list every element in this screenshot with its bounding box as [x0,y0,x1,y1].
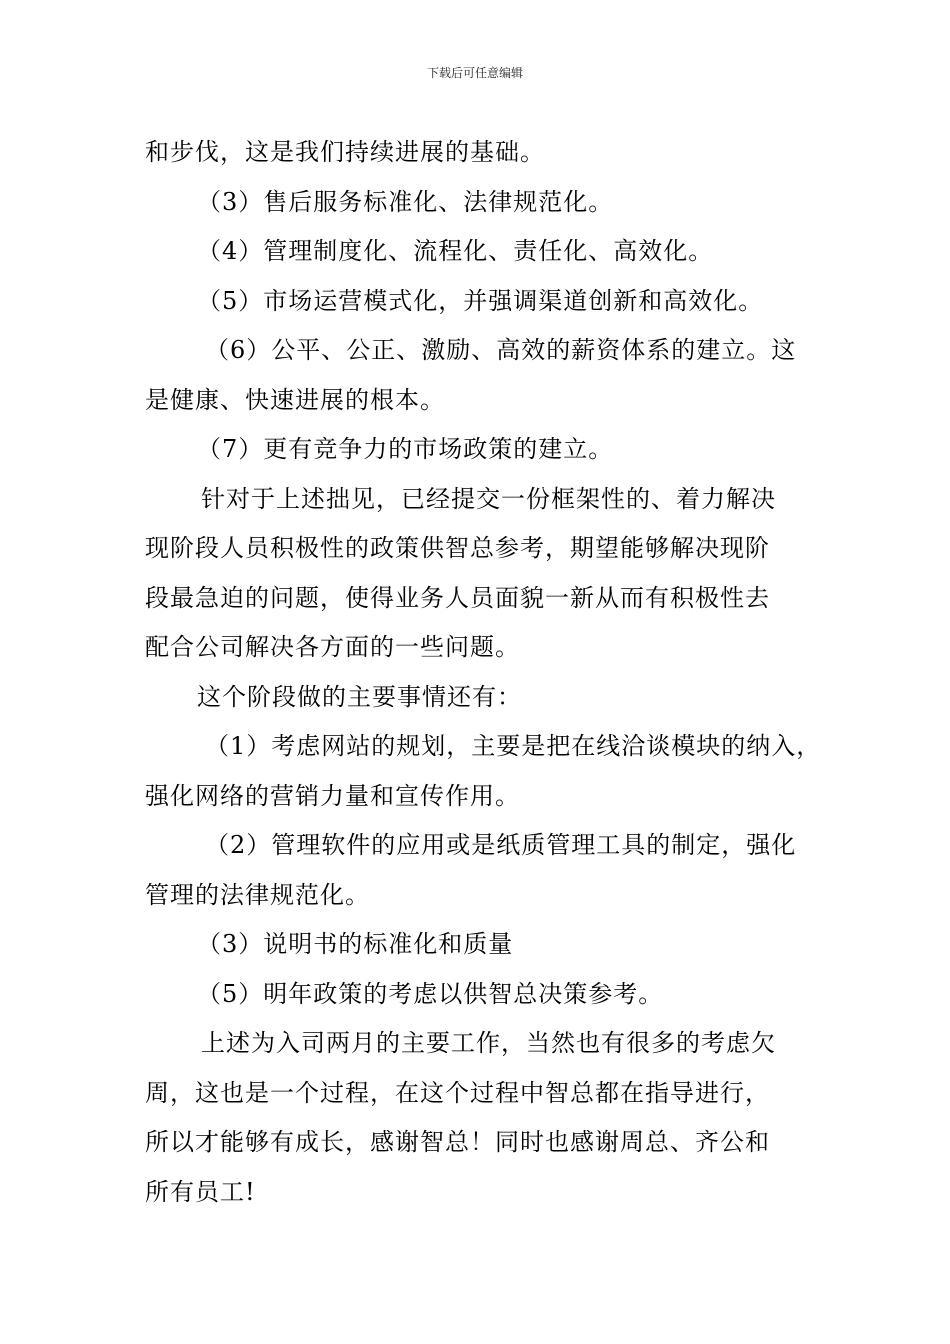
text-line: （2）管理软件的应用或是纸质管理工具的制定，强化 [205,831,797,859]
text-line: 周，这也是一个过程，在这个过程中智总都在指导进行， [145,1078,770,1107]
text-line: 配合公司解决各方面的一些问题。 [145,633,520,661]
page-header: 下载后可任意编辑 [426,66,523,80]
text-line: 这个阶段做的主要事情还有： [197,682,522,711]
text-line: 段最急迫的问题，使得业务人员面貌一新从而有积极性去 [145,583,770,612]
text-line: 管理的法律规范化。 [145,880,370,909]
text-line: 和步伐，这是我们持续进展的基础。 [145,138,545,166]
text-line: 所以才能够有成长，感谢智总！同时也感谢周总、齐公和 [145,1128,770,1156]
document-body [145,128,825,1217]
text-line: 上述为入司两月的主要工作，当然也有很多的考虑欠 [201,1029,776,1057]
text-line: 强化网络的营销力量和宣传作用。 [145,781,520,810]
text-line: （3）说明书的标准化和质量 [197,930,514,958]
text-line: （3）售后服务标准化、法律规范化。 [197,187,614,216]
text-line: （4）管理制度化、流程化、责任化、高效化。 [197,237,714,265]
text-line: （6）公平、公正、激励、高效的薪资体系的建立。这 [205,336,797,364]
text-line: （1）考虑网站的规划，主要是把在线洽谈模块的纳入， [205,732,822,760]
text-line: （5）市场运营模式化，并强调渠道创新和高效化。 [197,286,764,315]
text-line: （5）明年政策的考虑以供智总决策参考。 [197,979,664,1008]
text-line: 所有员工! [145,1177,256,1206]
text-line: 现阶段人员积极性的政策供智总参考，期望能够解决现阶 [145,534,770,562]
text-line: （7）更有竞争力的市场政策的建立。 [197,435,614,463]
text-line: 是健康、快速进展的根本。 [145,385,445,414]
text-line: 针对于上述拙见，已经提交一份框架性的、着力解决 [201,484,776,513]
